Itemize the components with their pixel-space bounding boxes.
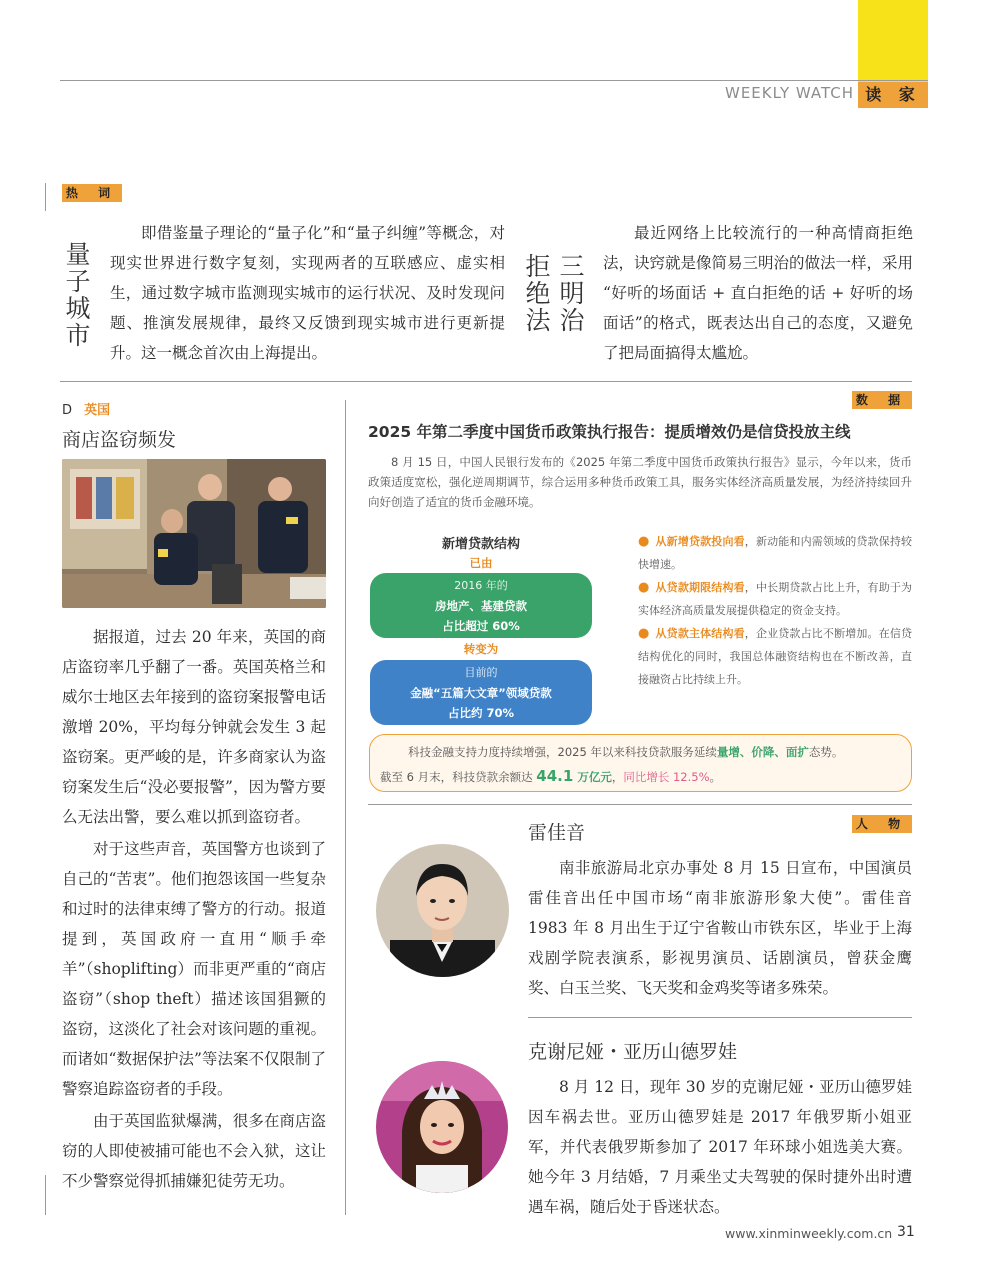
bullet-dot-icon: ● xyxy=(638,626,650,641)
person-2-avatar xyxy=(376,1061,508,1193)
header-divider xyxy=(60,80,928,81)
person-1-name: 雷佳音 xyxy=(528,822,586,844)
page-number: 31 xyxy=(897,1224,915,1240)
section-label-english: WEEKLY WATCH xyxy=(725,84,855,102)
people-divider xyxy=(528,1017,912,1018)
uk-article-title: 商店盗窃频发 xyxy=(62,429,177,451)
header-color-block xyxy=(858,0,928,82)
pill2-line2: 金融“五篇大文章”领域贷款 xyxy=(410,686,552,700)
pill1-line3: 占比超过 60% xyxy=(442,619,520,633)
pill2-line1: 目前的 xyxy=(464,666,498,679)
uk-article-body xyxy=(62,622,326,1196)
column-divider xyxy=(345,400,346,1215)
bullet-item: ● 从贷款主体结构看，企业贷款占比不断增加。在信贷结构优化的同时，我国总体融资结构也在不断改善，直接融资占比持续上升。 xyxy=(638,626,913,686)
term-1-text: 即借鉴量子理论的“量子化”和“量子纠缠”等概念，对现实世界进行数字复刻，实现两者的互联感应、虚实相生，通过数字城市监测现实城市的运行状况、及时发现问题、推演发展规律，最终又反馈到现实城市进行更新提升。这一概念首次由上海提出。 xyxy=(110,224,505,362)
term-1-title xyxy=(62,241,94,349)
kicker-letter: D xyxy=(62,403,73,418)
pill1-line2: 房地产、基建贷款 xyxy=(435,599,527,613)
pill1-line1: 2016 年的 xyxy=(454,579,508,592)
loan-structure-title: 新增贷款结构 xyxy=(441,537,520,552)
hot-words-tag: 热 词 xyxy=(62,184,122,202)
tech-finance-highlight xyxy=(369,734,912,792)
data-divider xyxy=(368,804,912,805)
section-label: 读 家 xyxy=(858,82,928,108)
person-2-bio: 8 月 12 日，现年 30 岁的克谢尼娅・亚历山德罗娃因车祸去世。亚历山德罗娃是 2017 年俄罗斯小姐亚军，并代表俄罗斯参加了 2017 年环球小姐选美大赛。她今年 3 月结婚，7 月乘坐丈夫驾驶的保时捷外出时遭遇车祸，随后处于昏迷状态。 xyxy=(528,1078,912,1216)
pill2-line3: 占比约 70% xyxy=(447,706,515,720)
uk-paragraph-1: 据报道，过去 20 年来，英国的商店盗窃率几乎翻了一番。英国英格兰和威尔士地区去年接到的盗窃案报警电话激增 20%，平均每分钟就会发生 3 起盗窃案。更严峻的是，许多商家认为盗窃案发生后“没必要报警”，因为警方要么无法出警，要么难以抓到盗窃者。 xyxy=(62,628,326,826)
bullet-item: ● 从贷款期限结构看，中长期贷款占比上升，有助于为实体经济高质量发展提供稳定的资金支持。 xyxy=(638,580,913,617)
report-intro: 8 月 15 日，中国人民银行发布的《2025 年第二季度中国货币政策执行报告》显示，今年以来，货币政策适度宽松，强化逆周期调节，综合运用多种货币政策工具，服务实体经济高质量发展，为经济持续回升向好创造了适宜的货币金融环境。 xyxy=(368,455,912,509)
people-tag: 人 物 xyxy=(852,815,912,833)
loan-bullets xyxy=(638,530,912,691)
uk-bottom-rule xyxy=(45,1175,46,1215)
highlight-line-1: 科技金融支持力度持续增强，2025 年以来科技贷款服务延续量增、价降、面扩态势。 xyxy=(408,745,844,759)
person-2-name: 克谢尼娅・亚历山德罗娃 xyxy=(528,1041,738,1063)
term-2-text: 最近网络上比较流行的一种高情商拒绝法，诀窍就是像简易三明治的做法一样，采用 “好听的场面话 + 直白拒绝的话 + 好听的场面话”的格式，既表达出自己的态度，又避免了把局面搞得太尴尬。 xyxy=(603,224,914,362)
bullet-dot-icon: ● xyxy=(638,534,650,549)
term-2-title-col-left: 拒 绝 法 xyxy=(525,252,551,335)
hot-words-rule xyxy=(45,183,46,211)
highlight-line-2: 截至 6 月末，科技贷款余额达 44.1 万亿元，同比增长 12.5%。 xyxy=(380,767,722,785)
report-title: 2025 年第二季度中国货币政策执行报告：提质增效仍是信贷投放主线 xyxy=(368,423,851,441)
term-2-title-col-right: 三 明 治 xyxy=(559,252,585,335)
uk-paragraph-3: 由于英国监狱爆满，很多在商店盗窃的人即使被捕可能也不会入狱，这让不少警察觉得抓捕嫌犯徒劳无功。 xyxy=(62,1112,326,1190)
uk-police-photo xyxy=(62,459,326,608)
data-tag: 数 据 xyxy=(852,391,912,409)
person-1-bio: 南非旅游局北京办事处 8 月 15 日宣布，中国演员雷佳音出任中国市场“南非旅游形象大使”。雷佳音 1983 年 8 月出生于辽宁省鞍山市铁东区，毕业于上海戏剧学院表演系，影视男演员、话剧演员，曾获金鹰奖、白玉兰奖、飞天奖和金鸡奖等诸多殊荣。 xyxy=(528,859,912,997)
hot-words-divider xyxy=(60,381,912,382)
loan-2016-pill xyxy=(370,573,592,638)
bullet-dot-icon: ● xyxy=(638,580,650,595)
term-2-title xyxy=(523,253,587,337)
uk-paragraph-2: 对于这些声音，英国警方也谈到了自己的“苦衷”。他们抱怨该国一些复杂和过时的法律束缚了警方的行动。报道提到，英国政府一直用“顺手牵羊”（shoplifting）而非更严重的“商店盗窃”（shop theft）描述该国猖獗的盗窃，这淡化了社会对该问题的重视。而诸如“数据保护法”等法案不仅限制了警察追踪盗窃者的手段。 xyxy=(62,840,326,1098)
footer-url[interactable]: www.xinminweekly.com.cn xyxy=(725,1226,893,1241)
from-label: 已由 xyxy=(469,556,493,570)
bullet-item: ● 从新增贷款投向看，新动能和内需领域的贷款保持较快增速。 xyxy=(638,534,913,571)
uk-kicker xyxy=(62,399,110,418)
change-label: 转变为 xyxy=(463,642,499,656)
term-1-title-text: 量 子 城 市 xyxy=(65,240,91,350)
person-1-avatar xyxy=(376,844,509,977)
loan-current-pill xyxy=(370,660,592,725)
kicker-country: 英国 xyxy=(84,403,111,418)
